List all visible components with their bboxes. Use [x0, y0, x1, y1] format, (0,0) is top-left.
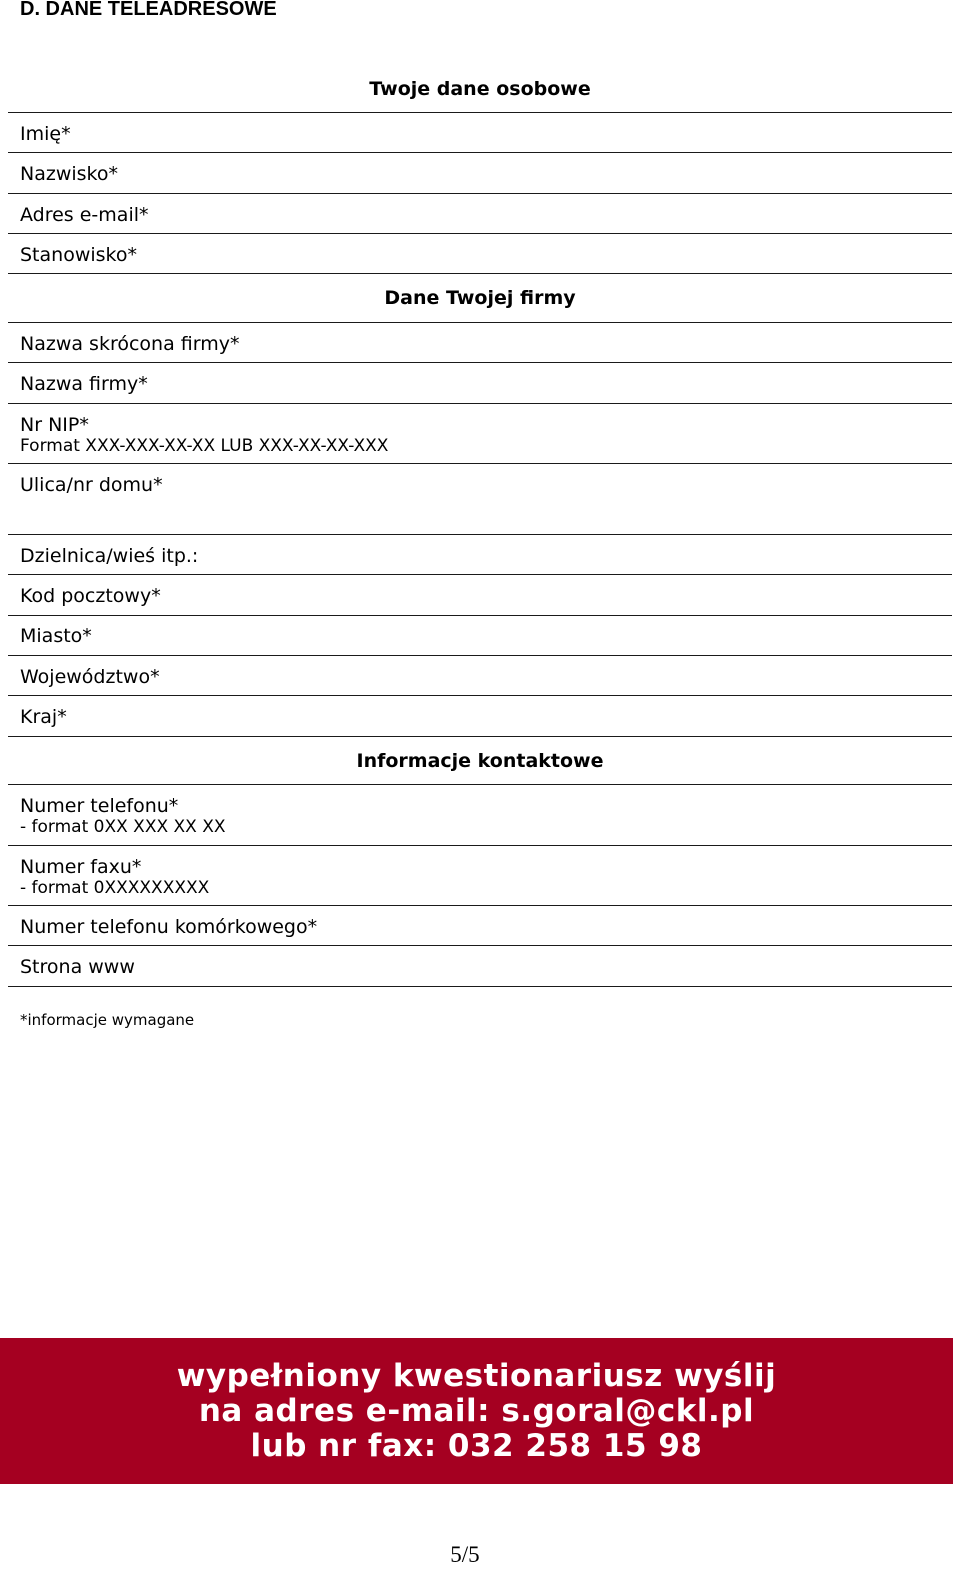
- field-komorka-label: Numer telefonu komórkowego*: [20, 916, 318, 938]
- section-title-contact: Informacje kontaktowe: [356, 750, 604, 772]
- field-telefon-text: Numer telefonu*: [20, 795, 179, 817]
- field-fax-hint: - format 0XXXXXXXXX: [20, 878, 210, 898]
- divider: [8, 655, 952, 656]
- field-nip-hint: Format XXX-XXX-XX-XX LUB XXX-XX-XX-XXX: [20, 436, 389, 456]
- submit-instructions-banner: [0, 1338, 953, 1484]
- banner-line-2: na adres e-mail: s.goral@ckl.pl: [198, 1393, 755, 1429]
- divider: [8, 695, 952, 696]
- divider: [8, 574, 952, 575]
- divider: [8, 112, 952, 113]
- field-ulica-label: Ulica/nr domu*: [20, 474, 163, 496]
- banner-line-1: wypełniony kwestionariusz wyślij: [176, 1358, 777, 1394]
- divider: [8, 152, 952, 153]
- divider: [8, 463, 952, 464]
- field-dzielnica-label: Dzielnica/wieś itp.:: [20, 545, 199, 567]
- section-title-company: Dane Twojej firmy: [384, 287, 576, 309]
- divider: [8, 784, 952, 785]
- divider: [8, 845, 952, 846]
- divider: [8, 945, 952, 946]
- divider: [8, 273, 952, 274]
- divider: [8, 534, 952, 535]
- field-nazwisko-label: Nazwisko*: [20, 163, 118, 185]
- divider: [8, 193, 952, 194]
- field-kod-label: Kod pocztowy*: [20, 585, 161, 607]
- divider: [8, 615, 952, 616]
- field-imie-label: Imię*: [20, 123, 71, 145]
- divider: [8, 233, 952, 234]
- field-stanowisko-label: Stanowisko*: [20, 244, 137, 266]
- field-www-label: Strona www: [20, 956, 135, 978]
- section-title-personal: Twoje dane osobowe: [369, 78, 591, 100]
- field-nazwa-skrocona-label: Nazwa skrócona firmy*: [20, 333, 240, 355]
- field-kraj-label: Kraj*: [20, 706, 67, 728]
- divider: [8, 986, 952, 987]
- field-nip-label: [20, 414, 388, 456]
- divider: [8, 403, 952, 404]
- field-email-label: Adres e-mail*: [20, 204, 149, 226]
- field-wojewodztwo-label: Województwo*: [20, 666, 160, 688]
- divider: [8, 362, 952, 363]
- divider: [8, 736, 952, 737]
- field-telefon-hint: - format 0XX XXX XX XX: [20, 817, 226, 837]
- field-telefon-label: [20, 795, 226, 837]
- divider: [8, 905, 952, 906]
- field-fax-text: Numer faxu*: [20, 856, 142, 878]
- page-heading: D. DANE TELEADRESOWE: [20, 0, 277, 20]
- divider: [8, 322, 952, 323]
- field-fax-label: [20, 856, 209, 898]
- field-nip-text: Nr NIP*: [20, 414, 89, 436]
- page-number: 5/5: [450, 1542, 480, 1567]
- banner-line-3: lub nr fax: 032 258 15 98: [250, 1428, 703, 1464]
- required-note: *informacje wymagane: [20, 1011, 195, 1029]
- field-nazwa-firmy-label: Nazwa firmy*: [20, 373, 148, 395]
- field-miasto-label: Miasto*: [20, 625, 92, 647]
